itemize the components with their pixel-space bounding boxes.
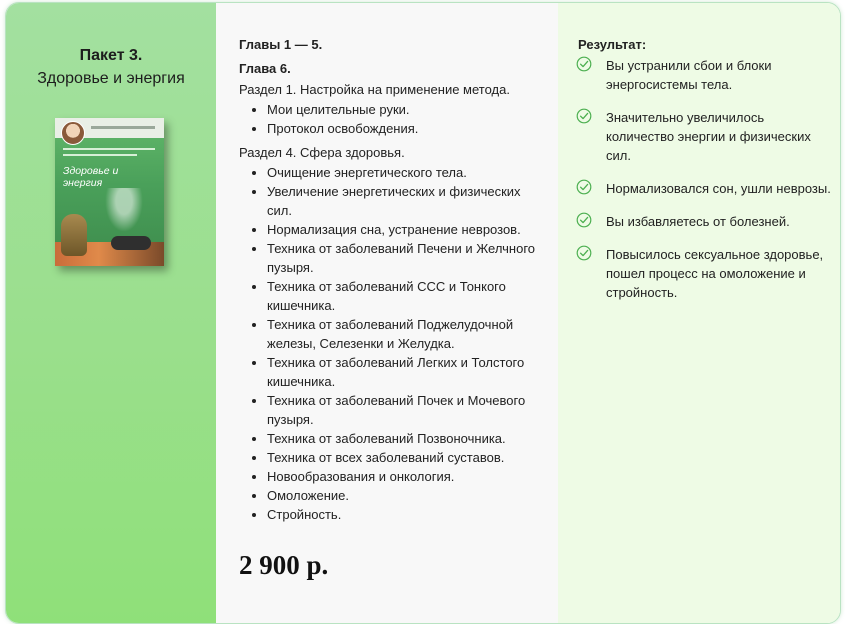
result-text: Повысилось сексуальное здоровье, пошел процесс на омоложение и стройность. <box>606 247 824 300</box>
package-panel <box>6 3 216 623</box>
list-item: • Мои целительные руки. <box>267 100 549 119</box>
author-photo <box>61 121 85 145</box>
list-item: • Омоложение. <box>267 486 549 505</box>
price: 2 900 р. <box>239 550 329 580</box>
list-item: • Стройность. <box>267 505 549 524</box>
check-circle-icon <box>576 179 592 195</box>
result-text: Вы избавляетесь от болезней. <box>606 214 790 229</box>
result-item <box>576 212 831 231</box>
list-item: • Техника от заболеваний Почек и Мочевого пузыря. <box>267 391 549 429</box>
section1-title: Раздел 1. Настройка на применение метода. <box>239 82 510 97</box>
meditation-figure <box>105 188 143 232</box>
section4-title: Раздел 4. Сфера здоровья. <box>239 145 405 160</box>
results-list <box>576 56 831 316</box>
list-item: • Протокол освобождения. <box>267 119 549 138</box>
results-panel <box>558 3 840 623</box>
list-item: • Техника от заболеваний Печени и Желчного пузыря. <box>267 239 549 277</box>
result-item <box>576 108 831 165</box>
result-item <box>576 56 831 94</box>
check-circle-icon <box>576 108 592 124</box>
author-name-line <box>91 126 155 129</box>
buddha-statue <box>61 214 87 256</box>
section1-list <box>239 100 549 138</box>
chapter6-heading: Глава 6. <box>239 61 291 76</box>
list-item: • Очищение энергетического тела. <box>267 163 549 182</box>
list-item: • Техника от заболеваний Легких и Толстого кишечника. <box>267 353 549 391</box>
list-item: • Техника от всех заболеваний суставов. <box>267 448 549 467</box>
results-title: Результат: <box>578 37 647 52</box>
book-cover-image <box>55 118 164 266</box>
package-card <box>5 2 841 624</box>
result-text: Нормализовался сон, ушли неврозы. <box>606 181 831 196</box>
result-text: Значительно увеличилось количество энергии и физических сил. <box>606 110 811 163</box>
list-item: • Нормализация сна, устранение неврозов. <box>267 220 549 239</box>
section4-list <box>239 163 549 524</box>
list-item: • Новообразования и онкология. <box>267 467 549 486</box>
list-item: • Увеличение энергетических и физических сил. <box>267 182 549 220</box>
result-item <box>576 179 831 198</box>
list-item: • Техника от заболеваний Позвоночника. <box>267 429 549 448</box>
check-circle-icon <box>576 245 592 261</box>
chapters-heading: Главы 1 — 5. <box>239 37 323 52</box>
book-author-strip <box>55 118 164 138</box>
book-cover-title: Здоровье и энергия <box>63 165 119 189</box>
stones <box>111 236 151 250</box>
package-subtitle: Здоровье и энергия <box>37 70 185 87</box>
list-item: • Техника от заболеваний ССС и Тонкого кишечника. <box>267 277 549 315</box>
list-item: • Техника от заболеваний Поджелудочной железы, Селезенки и Желудка. <box>267 315 549 353</box>
result-item <box>576 245 831 302</box>
check-circle-icon <box>576 56 592 72</box>
check-circle-icon <box>576 212 592 228</box>
package-title: Пакет 3. <box>79 47 143 64</box>
contents-panel <box>216 3 558 623</box>
result-text: Вы устранили сбои и блоки энергосистемы тела. <box>606 58 772 92</box>
